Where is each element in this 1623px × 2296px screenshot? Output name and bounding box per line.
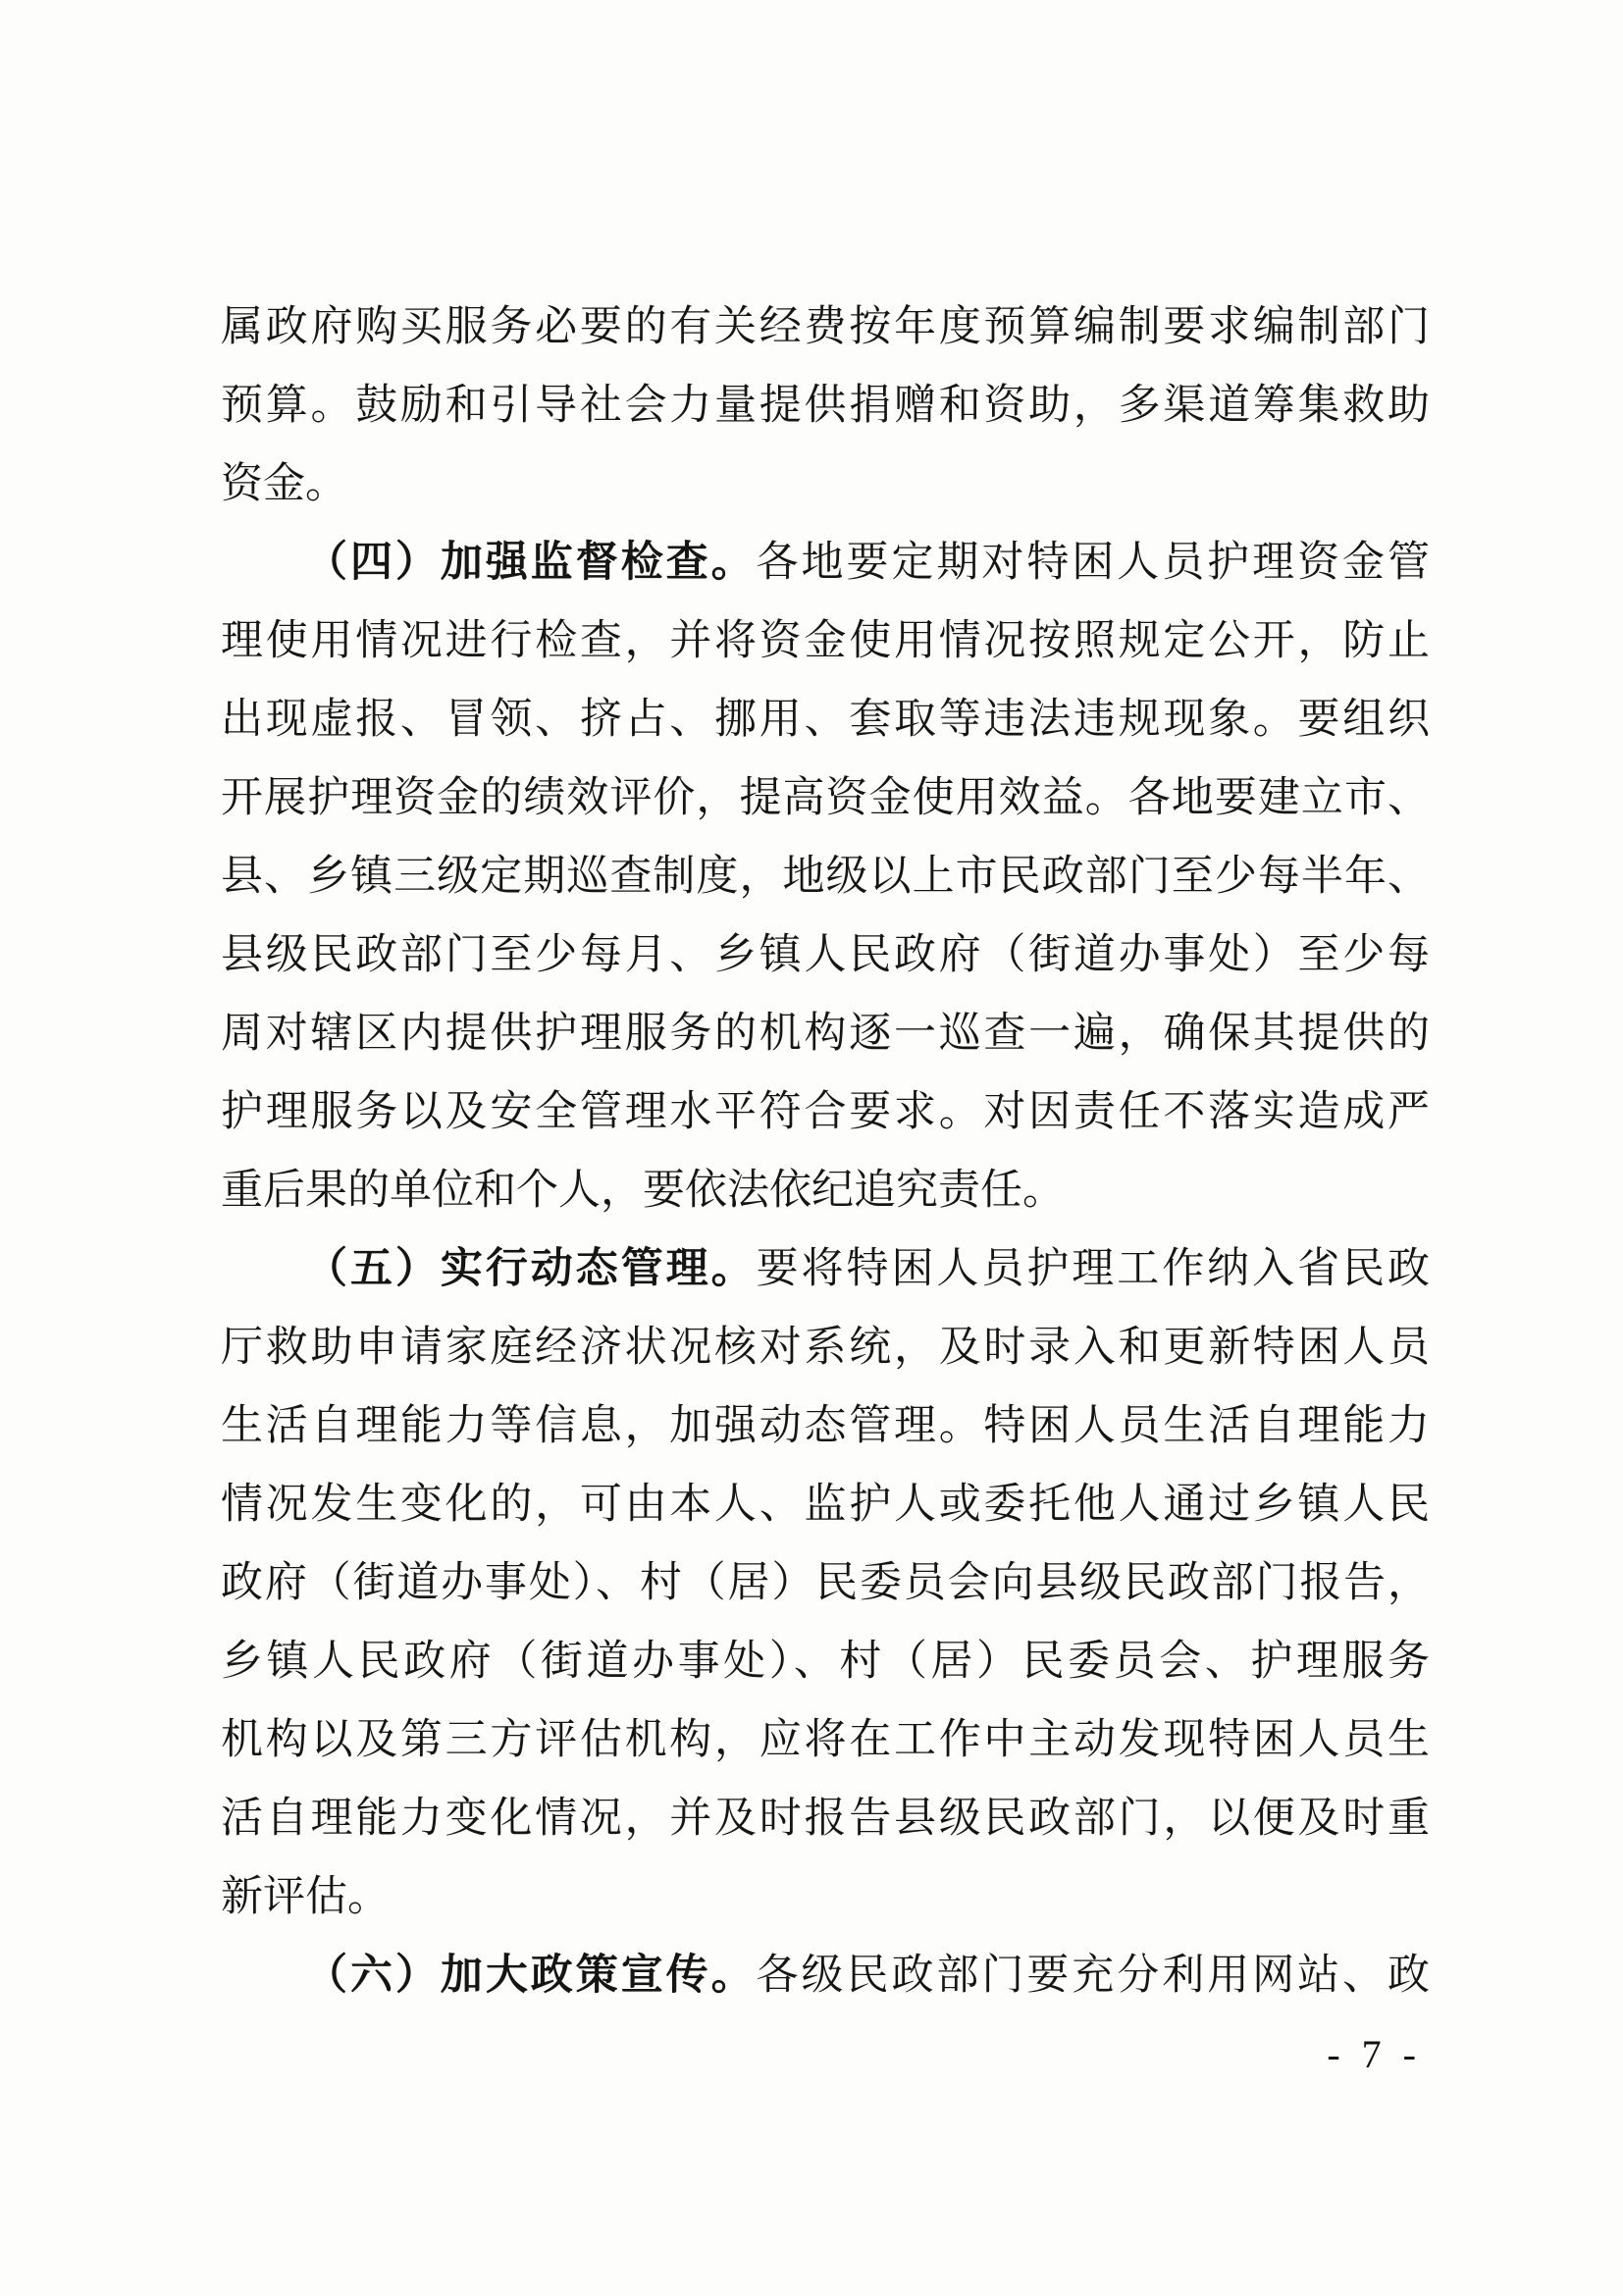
section-heading: （五）实行动态管理。 [305,1246,757,1292]
text-line: 生活自理能力等信息，加强动态管理。特困人员生活自理能力 [221,1403,1430,1449]
text-line: 厅救助申请家庭经济状况核对系统，及时录入和更新特困人员 [221,1325,1430,1371]
text-line: 机构以及第三方评估机构，应将在工作中主动发现特困人员生 [221,1717,1430,1763]
text-line: 开展护理资金的绩效评价，提高资金使用效益。各地要建立市、 [221,775,1430,821]
text-line: （六）加大政策宣传。各级民政部门要充分利用网站、政 [305,1953,1431,1999]
text-line: 乡镇人民政府（街道办事处）、村（居）民委员会、护理服务 [221,1639,1430,1685]
text-line: 县、乡镇三级定期巡查制度，地级以上市民政部门至少每半年、 [221,854,1430,900]
text-line: 活自理能力变化情况，并及时报告县级民政部门，以便及时重 [221,1796,1430,1842]
text-line: 预算。鼓励和引导社会力量提供捐赠和资助，多渠道筹集救助 [221,383,1430,429]
text-line: 重后果的单位和个人，要依法依纪追究责任。 [221,1168,1065,1214]
text-line: 属政府购买服务必要的有关经费按年度预算编制要求编制部门 [221,304,1430,350]
section-heading: （四）加强监督检查。 [305,540,757,586]
section-heading: （六）加大政策宣传。 [305,1953,757,1999]
text-line: 县级民政部门至少每月、乡镇人民政府（街道办事处）至少每 [221,932,1430,978]
page-number: - 7 - [1327,2032,1422,2076]
text-line: 出现虚报、冒领、挤占、挪用、套取等违法违规现象。要组织 [221,697,1430,743]
text-line: 资金。 [221,461,347,507]
text-line: 情况发生变化的，可由本人、监护人或委托他人通过乡镇人民 [221,1482,1430,1528]
text-line: 新评估。 [221,1874,390,1920]
text-line: （五）实行动态管理。要将特困人员护理工作纳入省民政 [305,1246,1431,1292]
document-body [221,288,1430,2015]
text-line: 理使用情况进行检查，并将资金使用情况按照规定公开，防止 [221,618,1430,664]
text-line: 政府（街道办事处）、村（居）民委员会向县级民政部门报告， [221,1560,1430,1606]
text-line: 周对辖区内提供护理服务的机构逐一巡查一遍，确保其提供的 [221,1011,1430,1057]
text-line: （四）加强监督检查。各地要定期对特困人员护理资金管 [305,540,1431,586]
text-line: 护理服务以及安全管理水平符合要求。对因责任不落实造成严 [221,1089,1430,1135]
